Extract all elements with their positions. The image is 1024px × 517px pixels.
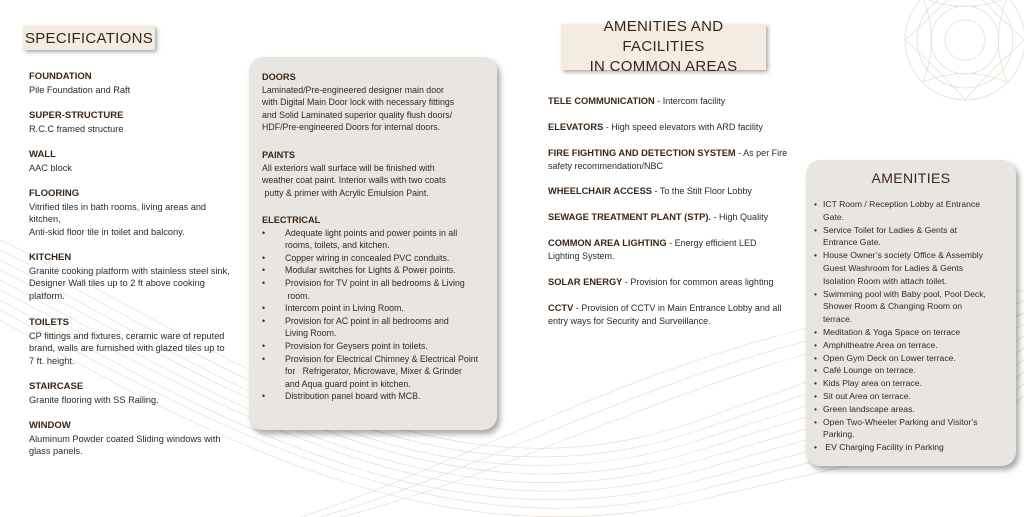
spec-staircase [29,381,249,406]
doors-section [262,71,490,134]
facility-item [548,147,788,172]
amenity-item [814,364,1010,377]
amenity-line: • Café Lounge on terrace. [823,365,916,376]
electrical-line: • Copper wiring in concealed PVC conduits. [285,252,450,263]
electrical-line: Living Room. [285,328,337,339]
electrical-line: • Provision for AC point in all bedrooms and [285,315,449,326]
spec-line: Pile Foundation and Raft [29,84,131,95]
electrical-item [262,227,492,252]
amenity-line: • EV Charging Facility in Parking [823,442,944,453]
spec-kitchen [29,252,254,302]
doors-paints-electrical-panel [249,57,497,430]
amenity-line: • ICT Room / Reception Lobby at Entrance [823,199,980,209]
amenity-line: Parking. [823,429,855,440]
amenity-item [814,198,1010,224]
amenity-line: terrace. [823,314,853,325]
common-areas-heading [561,18,766,75]
electrical-line: • Provision for TV point in all bedrooms & Living [285,277,465,288]
paints-title: PAINTS [262,150,296,160]
facility-text: - Provision for common areas lighting [622,277,774,287]
amenities-list [814,198,1010,454]
electrical-line: for Refrigerator, Microwave, Mixer & Grinder [285,366,462,377]
amenity-line: • Service Toilet for Ladies & Gents at [823,224,958,235]
amenity-item [814,326,1010,339]
amenity-item [814,249,1010,287]
spec-title: WALL [29,149,56,160]
spec-title: STAIRCASE [29,381,84,392]
facility-title: WHEELCHAIR ACCESS [548,186,652,196]
amenity-line: • Amphitheatre Area on terrace. [823,339,938,350]
facility-text: - Provision of CCTV in Main Entrance Lobby and all entry ways for Security and Surveillance. [548,303,782,326]
electrical-title: ELECTRICAL [262,215,321,225]
paints-line: All exteriors wall surface will be finished with [262,162,435,173]
amenity-line: Isolation Room with attach toilet. [823,275,947,286]
electrical-item [262,302,492,315]
facility-text: - Intercom facility [654,96,726,106]
facility-title: COMMON AREA LIGHTING [548,238,667,248]
paints-line: putty & primer with Acrylic Emulsion Paint. [262,187,429,198]
amenity-line: Shower Room & Changing Room on [823,301,963,312]
facility-title: TELE COMMUNICATION [548,96,655,106]
spec-line: Granite cooking platform with stainless steel sink, [29,265,230,276]
amenity-item [814,224,1010,250]
facility-text: - Energy efficient LED Lighting System. [548,238,757,261]
electrical-line: room. [285,290,310,301]
spec-foundation [29,71,249,96]
amenity-line: • Green landscape areas. [823,403,915,414]
spec-flooring [29,188,254,238]
amenity-item [814,339,1010,352]
paints-section [262,149,490,199]
facility-item [548,185,788,198]
doors-line: HDF/Pre-engineered Doors for internal doors. [262,122,440,133]
facility-item [548,237,788,262]
amenity-line: • Swimming pool with Baby pool, Pool Deck, [823,288,986,299]
spec-line: Anti-skid floor tile in toilet and balcony. [29,226,185,237]
spec-line: R.C.C framed structure [29,123,124,134]
facility-item [548,121,788,134]
amenity-item [814,352,1010,365]
spec-title: WINDOW [29,420,71,431]
spec-line: brand, walls are furnished with glazed tiles up to [29,343,225,353]
facility-item [548,95,788,108]
amenity-line: Gate. [823,211,845,222]
spec-line: AAC block [29,162,72,173]
amenity-line: • Sit out Area on terrace. [823,390,911,401]
spec-title: SUPER-STRUCTURE [29,110,124,121]
spec-toilets [29,317,254,367]
spec-line: Aluminum Powder coated Sliding windows with [29,433,221,444]
paints-line: weather coat paint. Interior walls with two coats [262,175,446,186]
doors-title: DOORS [262,72,296,82]
amenity-item [814,390,1010,403]
amenities-heading: AMENITIES [871,170,951,186]
mandala-ornament [905,0,1024,100]
electrical-item [262,252,492,265]
electrical-item [262,390,492,403]
spec-title: FOUNDATION [29,71,92,82]
specifications-heading [23,26,155,50]
electrical-line: • Modular switches for Lights & Power points. [285,265,456,276]
spec-wall [29,149,249,174]
electrical-line: • Provision for Electrical Chimney & Electrical Point [285,353,479,364]
electrical-line: rooms, toilets, and kitchen. [285,240,390,251]
facility-item [548,211,788,224]
spec-line: platform. [29,290,65,301]
spec-line: Granite flooring with SS Railing. [29,394,159,405]
facility-text: - To the Stilt Floor Lobby [652,186,752,196]
electrical-section [262,214,492,403]
spec-line: kitchen, [29,214,61,224]
amenity-line: • Kids Play area on terrace. [823,378,922,389]
amenity-line: • Open Gym Deck on Lower terrace. [823,352,956,363]
amenity-line: Guest Washroom for Ladies & Gents [823,262,964,273]
facility-text: - High speed elevators with ARD facility [603,122,763,132]
electrical-list [262,227,492,403]
facility-text: - High Quality [711,212,769,222]
electrical-item [262,315,492,340]
spec-line: 7 ft. height. [29,355,75,366]
facility-title: SOLAR ENERGY [548,277,623,287]
facility-item [548,302,788,327]
spec-title: TOILETS [29,317,69,328]
amenity-line: • Meditation & Yoga Space on terrace [823,326,961,337]
electrical-line: and Aqua guard point in kitchen. [285,378,411,389]
spec-line: glass panels. [29,446,83,456]
amenities-panel [806,160,1016,466]
amenity-line: • Open Two-Wheeler Parking and Visitor’s [823,416,978,427]
doors-line: with Digital Main Door lock with necessary fittings [262,97,455,108]
amenity-item [814,403,1010,416]
facility-title: ELEVATORS [548,122,604,132]
doors-line: and Solid Laminated superior quality flush doors/ [262,109,453,120]
facility-title: FIRE FIGHTING AND DETECTION SYSTEM [548,148,736,158]
common-areas-heading-line2: IN COMMON AREAS [589,58,738,75]
specifications-heading-text: SPECIFICATIONS [24,29,154,47]
electrical-item [262,264,492,277]
facility-item [548,276,788,289]
spec-line: CP fittings and fixtures, ceramic ware of reputed [29,330,225,341]
amenity-line: • House Owner’s society Office & Assembly [823,250,984,261]
spec-super-structure [29,110,249,135]
amenity-item [814,441,1010,454]
spec-title: FLOORING [29,188,80,199]
amenity-line: Entrance Gate. [823,237,881,248]
common-areas-heading-line1: AMENITIES AND FACILITIES [603,18,724,55]
spec-line: Designer Wall tiles up to 2 ft above cooking [29,278,205,288]
doors-line: Laminated/Pre-engineered designer main door [262,84,444,95]
electrical-line: • Distribution panel board with MCB. [285,391,421,402]
electrical-line: • Adequate light points and power points in all [285,227,458,238]
facility-title: SEWAGE TREATMENT PLANT (STP). [548,212,712,222]
electrical-line: • Provision for Geysers point in toilets. [285,340,428,351]
spec-window [29,420,249,458]
amenity-item [814,288,1010,326]
spec-line: Vitrified tiles in bath rooms, living areas and [29,201,207,212]
electrical-item [262,277,492,302]
amenity-item [814,377,1010,390]
electrical-item [262,340,492,353]
electrical-item [262,353,492,391]
spec-title: KITCHEN [29,252,72,263]
facility-text: - As per Fire safety recommendation/NBC [548,148,788,171]
facility-title: CCTV [548,303,574,313]
amenity-item [814,416,1010,442]
electrical-line: • Intercom point in Living Room. [285,303,404,314]
